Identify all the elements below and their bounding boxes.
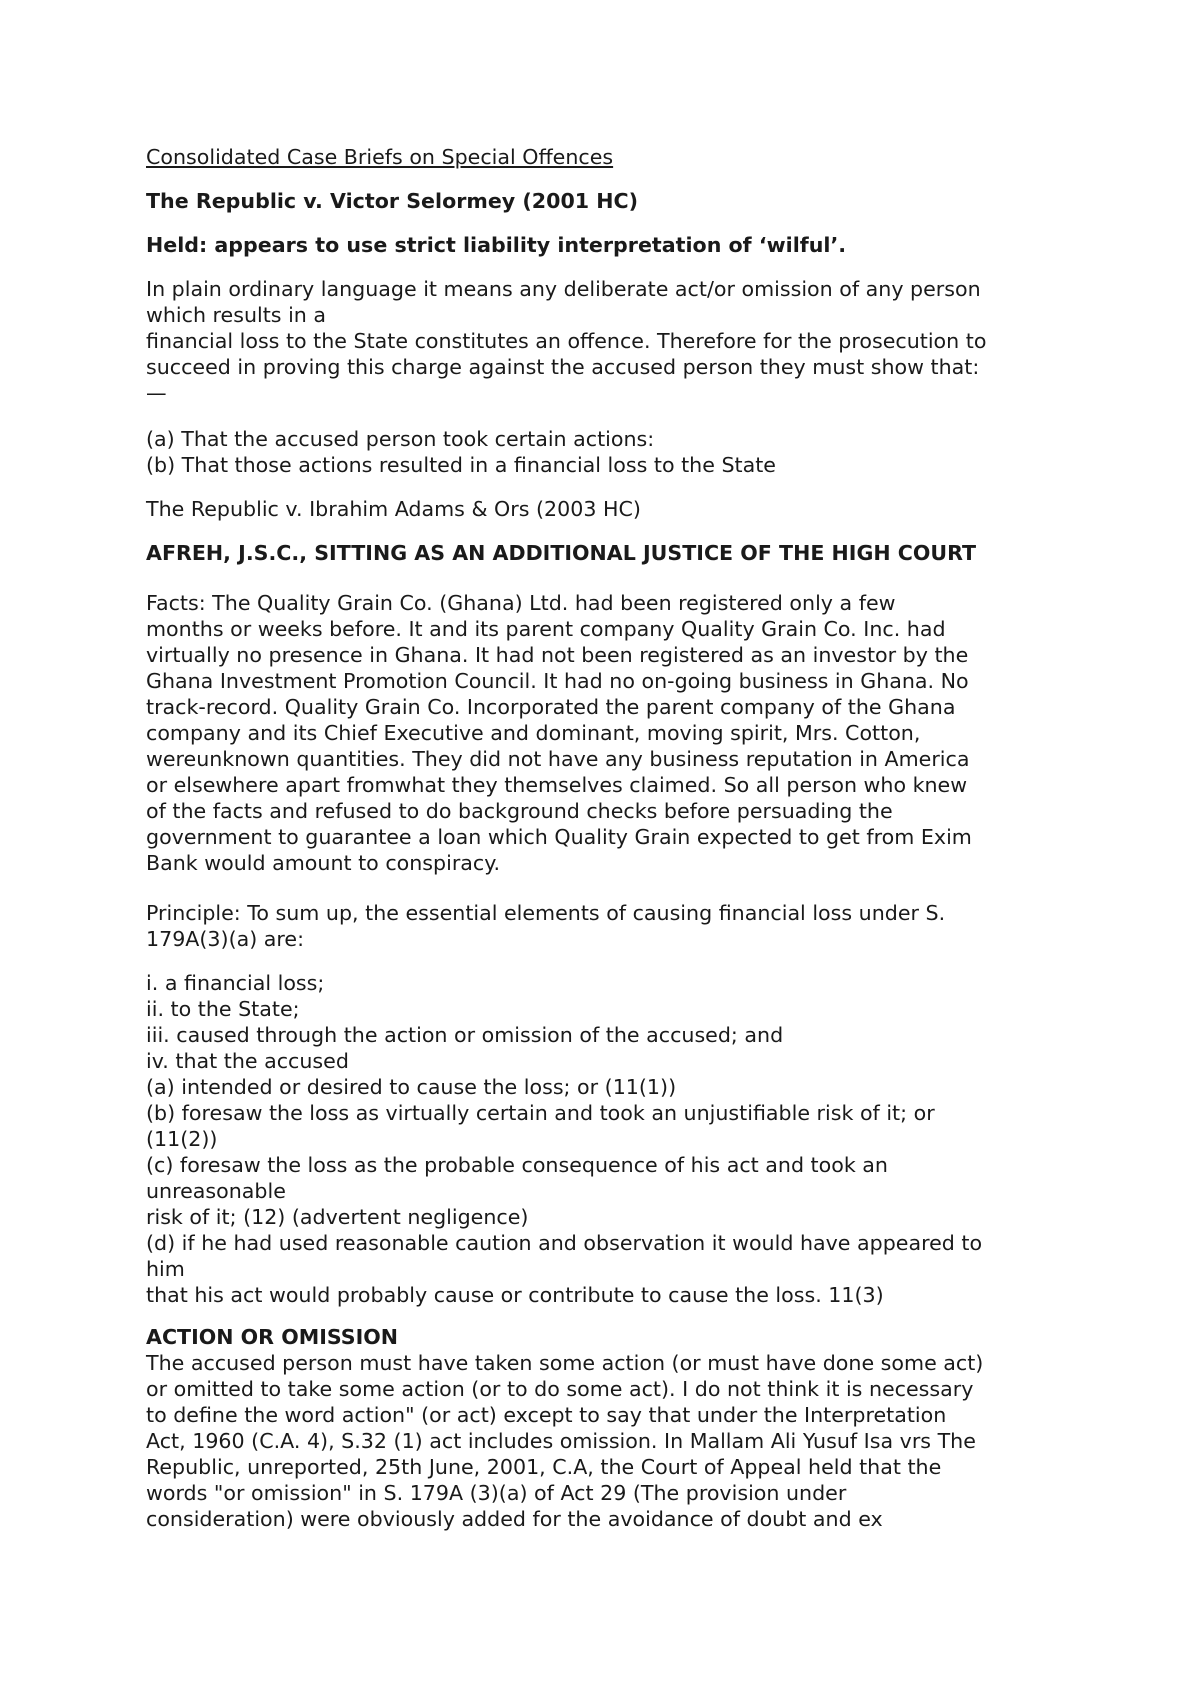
judge-heading: AFREH, J.S.C., SITTING AS AN ADDITIONAL JUSTICE OF THE HIGH COURT	[146, 541, 977, 565]
paragraph-plain-language	[146, 276, 1066, 406]
list-item: (d) if he had used reasonable caution and observation it would have appeared to	[146, 1231, 983, 1255]
held-statement: Held: appears to use strict liability interpretation of ‘wilful’.	[146, 233, 847, 257]
text-line: words "or omission" in S. 179A (3)(a) of Act 29 (The provision under	[146, 1481, 847, 1505]
list-item: (c) foresaw the loss as the probable consequence of his act and took an	[146, 1153, 888, 1177]
action-omission-paragraph	[146, 1350, 1066, 1532]
document-page	[146, 144, 1066, 1532]
text-line: In plain ordinary language it means any deliberate act/or omission of any person	[146, 277, 981, 301]
text-line: Bank would amount to conspiracy.	[146, 851, 501, 875]
list-item: iii. caused through the action or omission of the accused; and	[146, 1023, 784, 1047]
action-omission-heading: ACTION OR OMISSION	[146, 1325, 399, 1349]
document-title: Consolidated Case Briefs on Special Offences	[146, 145, 614, 169]
list-item: unreasonable	[146, 1179, 286, 1203]
list-item: risk of it; (12) (advertent negligence)	[146, 1205, 529, 1229]
elements-list-adams	[146, 970, 1066, 1308]
list-item: (b) That those actions resulted in a financial loss to the State	[146, 453, 776, 477]
principle-paragraph	[146, 900, 1066, 952]
case-heading-adams: The Republic v. Ibrahim Adams & Ors (2003 HC)	[146, 497, 641, 521]
text-line: government to guarantee a loan which Quality Grain expected to get from Exim	[146, 825, 972, 849]
text-line: company and its Chief Executive and dominant, moving spirit, Mrs. Cotton,	[146, 721, 921, 745]
text-line: or omitted to take some action (or to do some act). I do not think it is necessary	[146, 1377, 974, 1401]
list-item: (a) That the accused person took certain actions:	[146, 427, 655, 451]
text-line: track-record. Quality Grain Co. Incorporated the parent company of the Ghana	[146, 695, 956, 719]
list-item: him	[146, 1257, 185, 1281]
text-line: The accused person must have taken some action (or must have done some act)	[146, 1351, 984, 1375]
text-line: 179A(3)(a) are:	[146, 927, 305, 951]
text-line: virtually no presence in Ghana. It had not been registered as an investor by the	[146, 643, 969, 667]
list-item: (b) foresaw the loss as virtually certain and took an unjustifiable risk of it; or	[146, 1101, 935, 1125]
text-line: Facts: The Quality Grain Co. (Ghana) Ltd. had been registered only a few	[146, 591, 896, 615]
text-line: succeed in proving this charge against the accused person they must show that:	[146, 355, 980, 379]
case-heading-selormey: The Republic v. Victor Selormey (2001 HC)	[146, 189, 639, 213]
text-line: —	[146, 381, 167, 405]
list-item: i. a financial loss;	[146, 971, 325, 995]
text-line: months or weeks before. It and its parent company Quality Grain Co. Inc. had	[146, 617, 946, 641]
facts-paragraph	[146, 590, 1066, 876]
text-line: which results in a	[146, 303, 327, 327]
list-item: (11(2))	[146, 1127, 218, 1151]
text-line: or elsewhere apart fromwhat they themselves claimed. So all person who knew	[146, 773, 968, 797]
text-line: of the facts and refused to do background checks before persuading the	[146, 799, 893, 823]
text-line: to define the word action" (or act) except to say that under the Interpretation	[146, 1403, 947, 1427]
list-item: iv. that the accused	[146, 1049, 349, 1073]
text-line: Act, 1960 (C.A. 4), S.32 (1) act includes omission. In Mallam Ali Yusuf Isa vrs The	[146, 1429, 976, 1453]
list-item: ii. to the State;	[146, 997, 300, 1021]
text-line: financial loss to the State constitutes an offence. Therefore for the prosecution to	[146, 329, 987, 353]
text-line: Ghana Investment Promotion Council. It had no on-going business in Ghana. No	[146, 669, 969, 693]
list-item: that his act would probably cause or contribute to cause the loss. 11(3)	[146, 1283, 884, 1307]
elements-list-selormey	[146, 426, 1066, 478]
text-line: consideration) were obviously added for the avoidance of doubt and ex	[146, 1507, 883, 1531]
text-line: Principle: To sum up, the essential elements of causing financial loss under S.	[146, 901, 946, 925]
text-line: Republic, unreported, 25th June, 2001, C.A, the Court of Appeal held that the	[146, 1455, 942, 1479]
text-line: wereunknown quantities. They did not have any business reputation in America	[146, 747, 970, 771]
list-item: (a) intended or desired to cause the loss; or (11(1))	[146, 1075, 677, 1099]
